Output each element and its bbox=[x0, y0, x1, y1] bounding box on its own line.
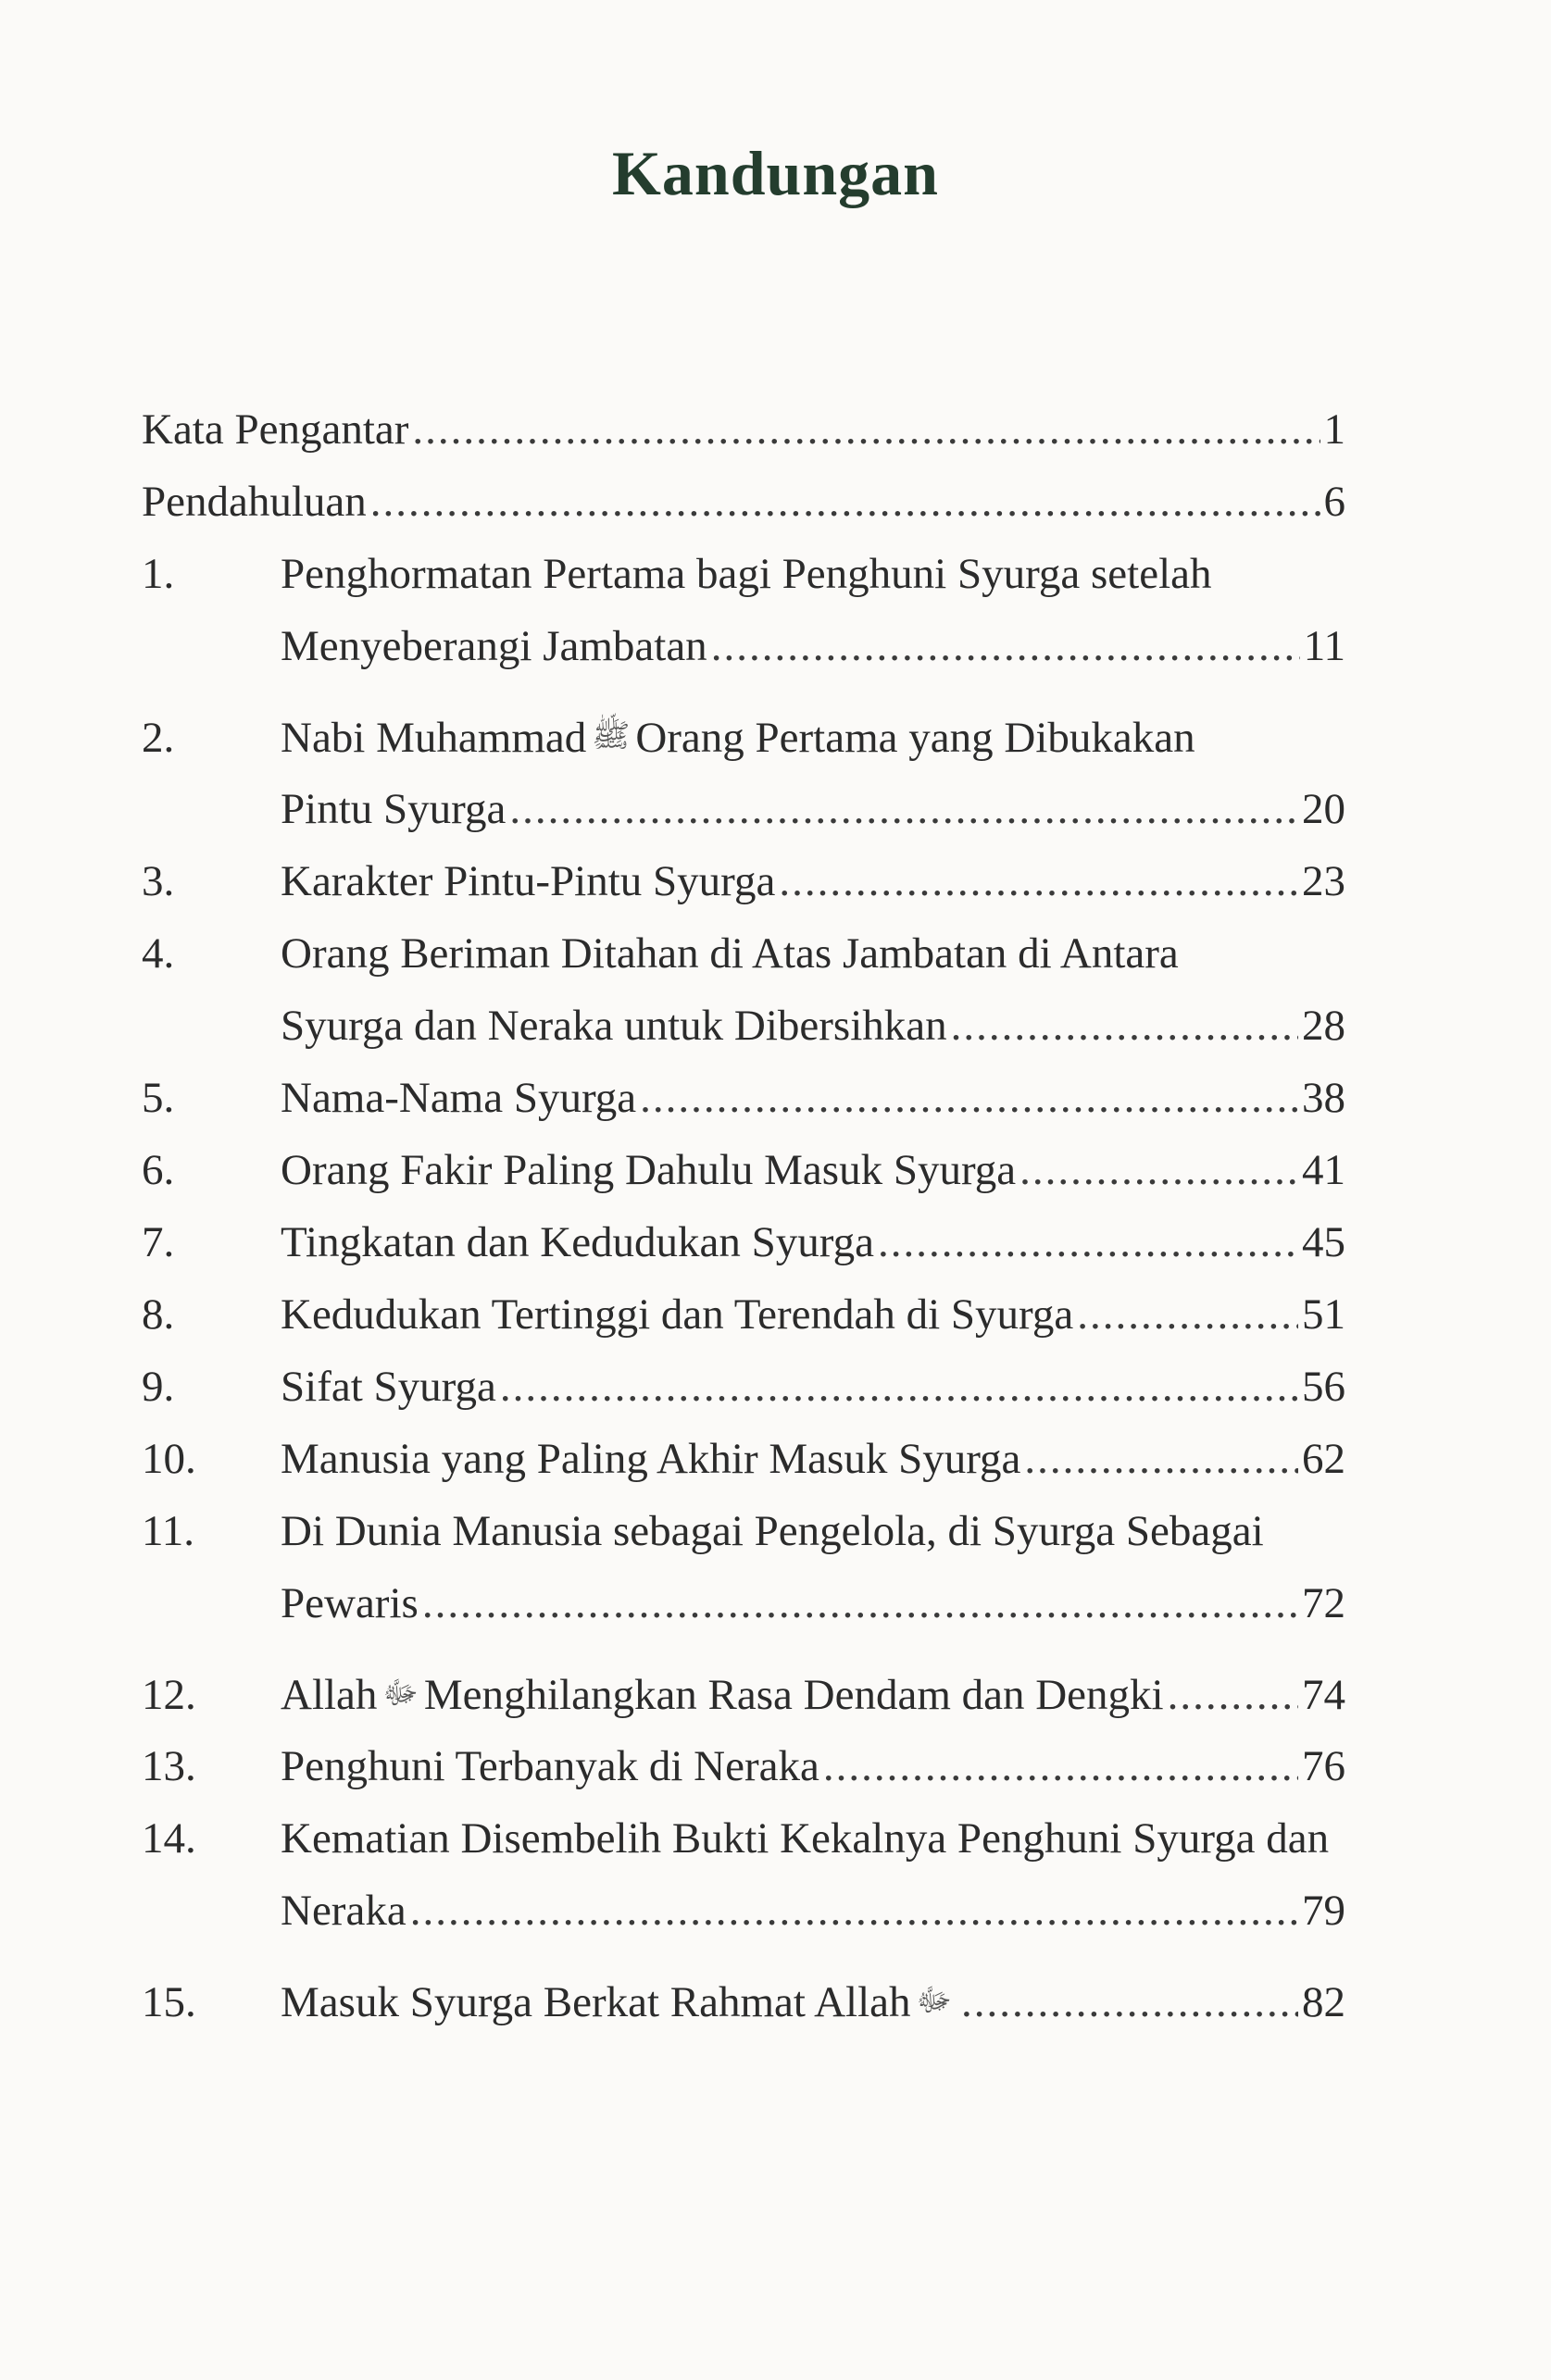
toc-page-number: 62 bbox=[1302, 1435, 1345, 1483]
toc-entry-5 bbox=[142, 1062, 1345, 1134]
toc-entry-title: Kata Pengantar bbox=[142, 405, 409, 454]
toc-page-number: 1 bbox=[1323, 405, 1345, 454]
toc-page-number: 51 bbox=[1302, 1290, 1345, 1339]
toc-entry-number: 4. bbox=[142, 929, 175, 978]
leader-dots bbox=[1019, 1134, 1298, 1206]
toc-entry-title bbox=[281, 1965, 957, 2038]
toc-entry-number: 11. bbox=[142, 1507, 195, 1555]
leader-dots bbox=[961, 1966, 1298, 2038]
leader-dots bbox=[1024, 1423, 1298, 1495]
toc-entry-title-continued: Syurga dan Neraka untuk Dibersihkan bbox=[281, 1002, 947, 1050]
toc-entry-1 bbox=[142, 538, 1345, 682]
leader-dots bbox=[823, 1730, 1298, 1802]
toc-page-number: 72 bbox=[1302, 1579, 1345, 1627]
toc-entry-9 bbox=[142, 1351, 1345, 1423]
leader-dots bbox=[410, 1875, 1298, 1947]
toc-entry-title: Nama-Nama Syurga bbox=[281, 1074, 637, 1122]
toc-entry-number: 2. bbox=[142, 714, 175, 762]
toc-entry-number: 15. bbox=[142, 1978, 196, 2026]
toc-entry-title-part: Allah bbox=[281, 1671, 378, 1719]
toc-entry-title: Karakter Pintu-Pintu Syurga bbox=[281, 857, 776, 905]
toc-entry-number: 13. bbox=[142, 1742, 196, 1790]
toc-page-number: 28 bbox=[1302, 1002, 1345, 1050]
toc-entry-11 bbox=[142, 1495, 1345, 1639]
toc-entry-number: 7. bbox=[142, 1218, 175, 1266]
toc-entry-title: Penghuni Terbanyak di Neraka bbox=[281, 1742, 819, 1790]
toc-entry-number: 6. bbox=[142, 1146, 175, 1194]
toc-entry-13 bbox=[142, 1730, 1345, 1802]
toc-entry-title-part: Nabi Muhammad bbox=[281, 714, 587, 762]
subhanahu-calligraphy-icon: ﷻ bbox=[916, 1984, 952, 2018]
toc-entry-title-part: Menghilangkan Rasa Dendam dan Dengki bbox=[423, 1671, 1164, 1719]
leader-dots bbox=[370, 466, 1320, 538]
toc-entry-title bbox=[281, 1658, 1164, 1731]
toc-entry-title-part: Masuk Syurga Berkat Rahmat Allah bbox=[281, 1978, 911, 2026]
leader-dots bbox=[779, 845, 1298, 917]
leader-dots bbox=[412, 393, 1320, 466]
salawat-calligraphy-icon: ﷺ bbox=[592, 719, 631, 754]
toc-entry-title: Kedudukan Tertinggi dan Terendah di Syurga bbox=[281, 1290, 1074, 1339]
toc-page-number: 11 bbox=[1303, 622, 1345, 670]
toc-entry-12 bbox=[142, 1658, 1345, 1730]
toc-entry-7 bbox=[142, 1206, 1345, 1278]
toc-entry-title-part: Orang Pertama yang Dibukakan bbox=[635, 714, 1195, 762]
toc-entry-title-continued: Pintu Syurga bbox=[281, 785, 507, 833]
toc-entry-14 bbox=[142, 1802, 1345, 1947]
toc-entry-title: Tingkatan dan Kedudukan Syurga bbox=[281, 1218, 874, 1266]
toc-entry-title-continued: Menyeberangi Jambatan bbox=[281, 622, 707, 670]
subhanahu-calligraphy-icon: ﷻ bbox=[382, 1676, 419, 1711]
toc-entry-title-continued: Neraka bbox=[281, 1887, 407, 1935]
toc-entry-number: 12. bbox=[142, 1671, 196, 1719]
leader-dots bbox=[1168, 1659, 1298, 1731]
toc-entry-10 bbox=[142, 1423, 1345, 1495]
toc-page-number: 23 bbox=[1302, 857, 1345, 905]
toc-page-number: 45 bbox=[1302, 1218, 1345, 1266]
toc-entry-title-continued: Pewaris bbox=[281, 1579, 419, 1627]
leader-dots bbox=[509, 773, 1298, 845]
leader-dots bbox=[640, 1062, 1298, 1134]
toc-entry-number: 5. bbox=[142, 1074, 175, 1122]
toc-entry-kata-pengantar bbox=[142, 393, 1345, 466]
toc-entry-title: Manusia yang Paling Akhir Masuk Syurga bbox=[281, 1435, 1021, 1483]
toc-entry-title: Kematian Disembelih Bukti Kekalnya Penghuni Syurga dan bbox=[281, 1814, 1330, 1863]
toc-entry-number: 8. bbox=[142, 1290, 175, 1339]
toc-entry-title bbox=[281, 701, 1195, 774]
toc-entry-3 bbox=[142, 845, 1345, 917]
toc-entry-number: 9. bbox=[142, 1363, 175, 1411]
toc-page-number: 20 bbox=[1302, 785, 1345, 833]
toc-entry-15 bbox=[142, 1965, 1345, 2037]
toc-page-number: 6 bbox=[1323, 478, 1345, 526]
toc-entry-title: Orang Beriman Ditahan di Atas Jambatan di Antara bbox=[281, 929, 1179, 978]
toc-entry-8 bbox=[142, 1278, 1345, 1351]
toc-entry-title: Di Dunia Manusia sebagai Pengelola, di Syurga Sebagai bbox=[281, 1507, 1264, 1555]
toc-entry-title: Sifat Syurga bbox=[281, 1363, 496, 1411]
leader-dots bbox=[711, 610, 1300, 682]
leader-dots bbox=[878, 1206, 1298, 1278]
toc-entry-pendahuluan bbox=[142, 466, 1345, 538]
toc-entry-title: Penghormatan Pertama bagi Penghuni Syurga setelah bbox=[281, 550, 1212, 598]
leader-dots bbox=[1077, 1278, 1298, 1351]
toc-entry-4 bbox=[142, 917, 1345, 1062]
leader-dots bbox=[422, 1567, 1298, 1639]
leader-dots bbox=[951, 990, 1298, 1062]
page-title: Kandungan bbox=[612, 138, 939, 208]
leader-dots bbox=[500, 1351, 1298, 1423]
toc-entry-number: 1. bbox=[142, 550, 175, 598]
toc-page-number: 79 bbox=[1302, 1887, 1345, 1935]
toc-page-number: 38 bbox=[1302, 1074, 1345, 1122]
toc-entry-2 bbox=[142, 701, 1345, 845]
toc-entry-number: 3. bbox=[142, 857, 175, 905]
toc-page-number: 76 bbox=[1302, 1742, 1345, 1790]
toc-entry-number: 14. bbox=[142, 1814, 196, 1863]
toc-entry-title: Pendahuluan bbox=[142, 478, 367, 526]
table-of-contents bbox=[142, 393, 1345, 2037]
toc-entry-title: Orang Fakir Paling Dahulu Masuk Syurga bbox=[281, 1146, 1017, 1194]
toc-page-number: 74 bbox=[1302, 1671, 1345, 1719]
toc-entry-6 bbox=[142, 1134, 1345, 1206]
toc-entry-number: 10. bbox=[142, 1435, 196, 1483]
toc-page-number: 82 bbox=[1302, 1978, 1345, 2026]
toc-page-number: 56 bbox=[1302, 1363, 1345, 1411]
toc-page-number: 41 bbox=[1302, 1146, 1345, 1194]
